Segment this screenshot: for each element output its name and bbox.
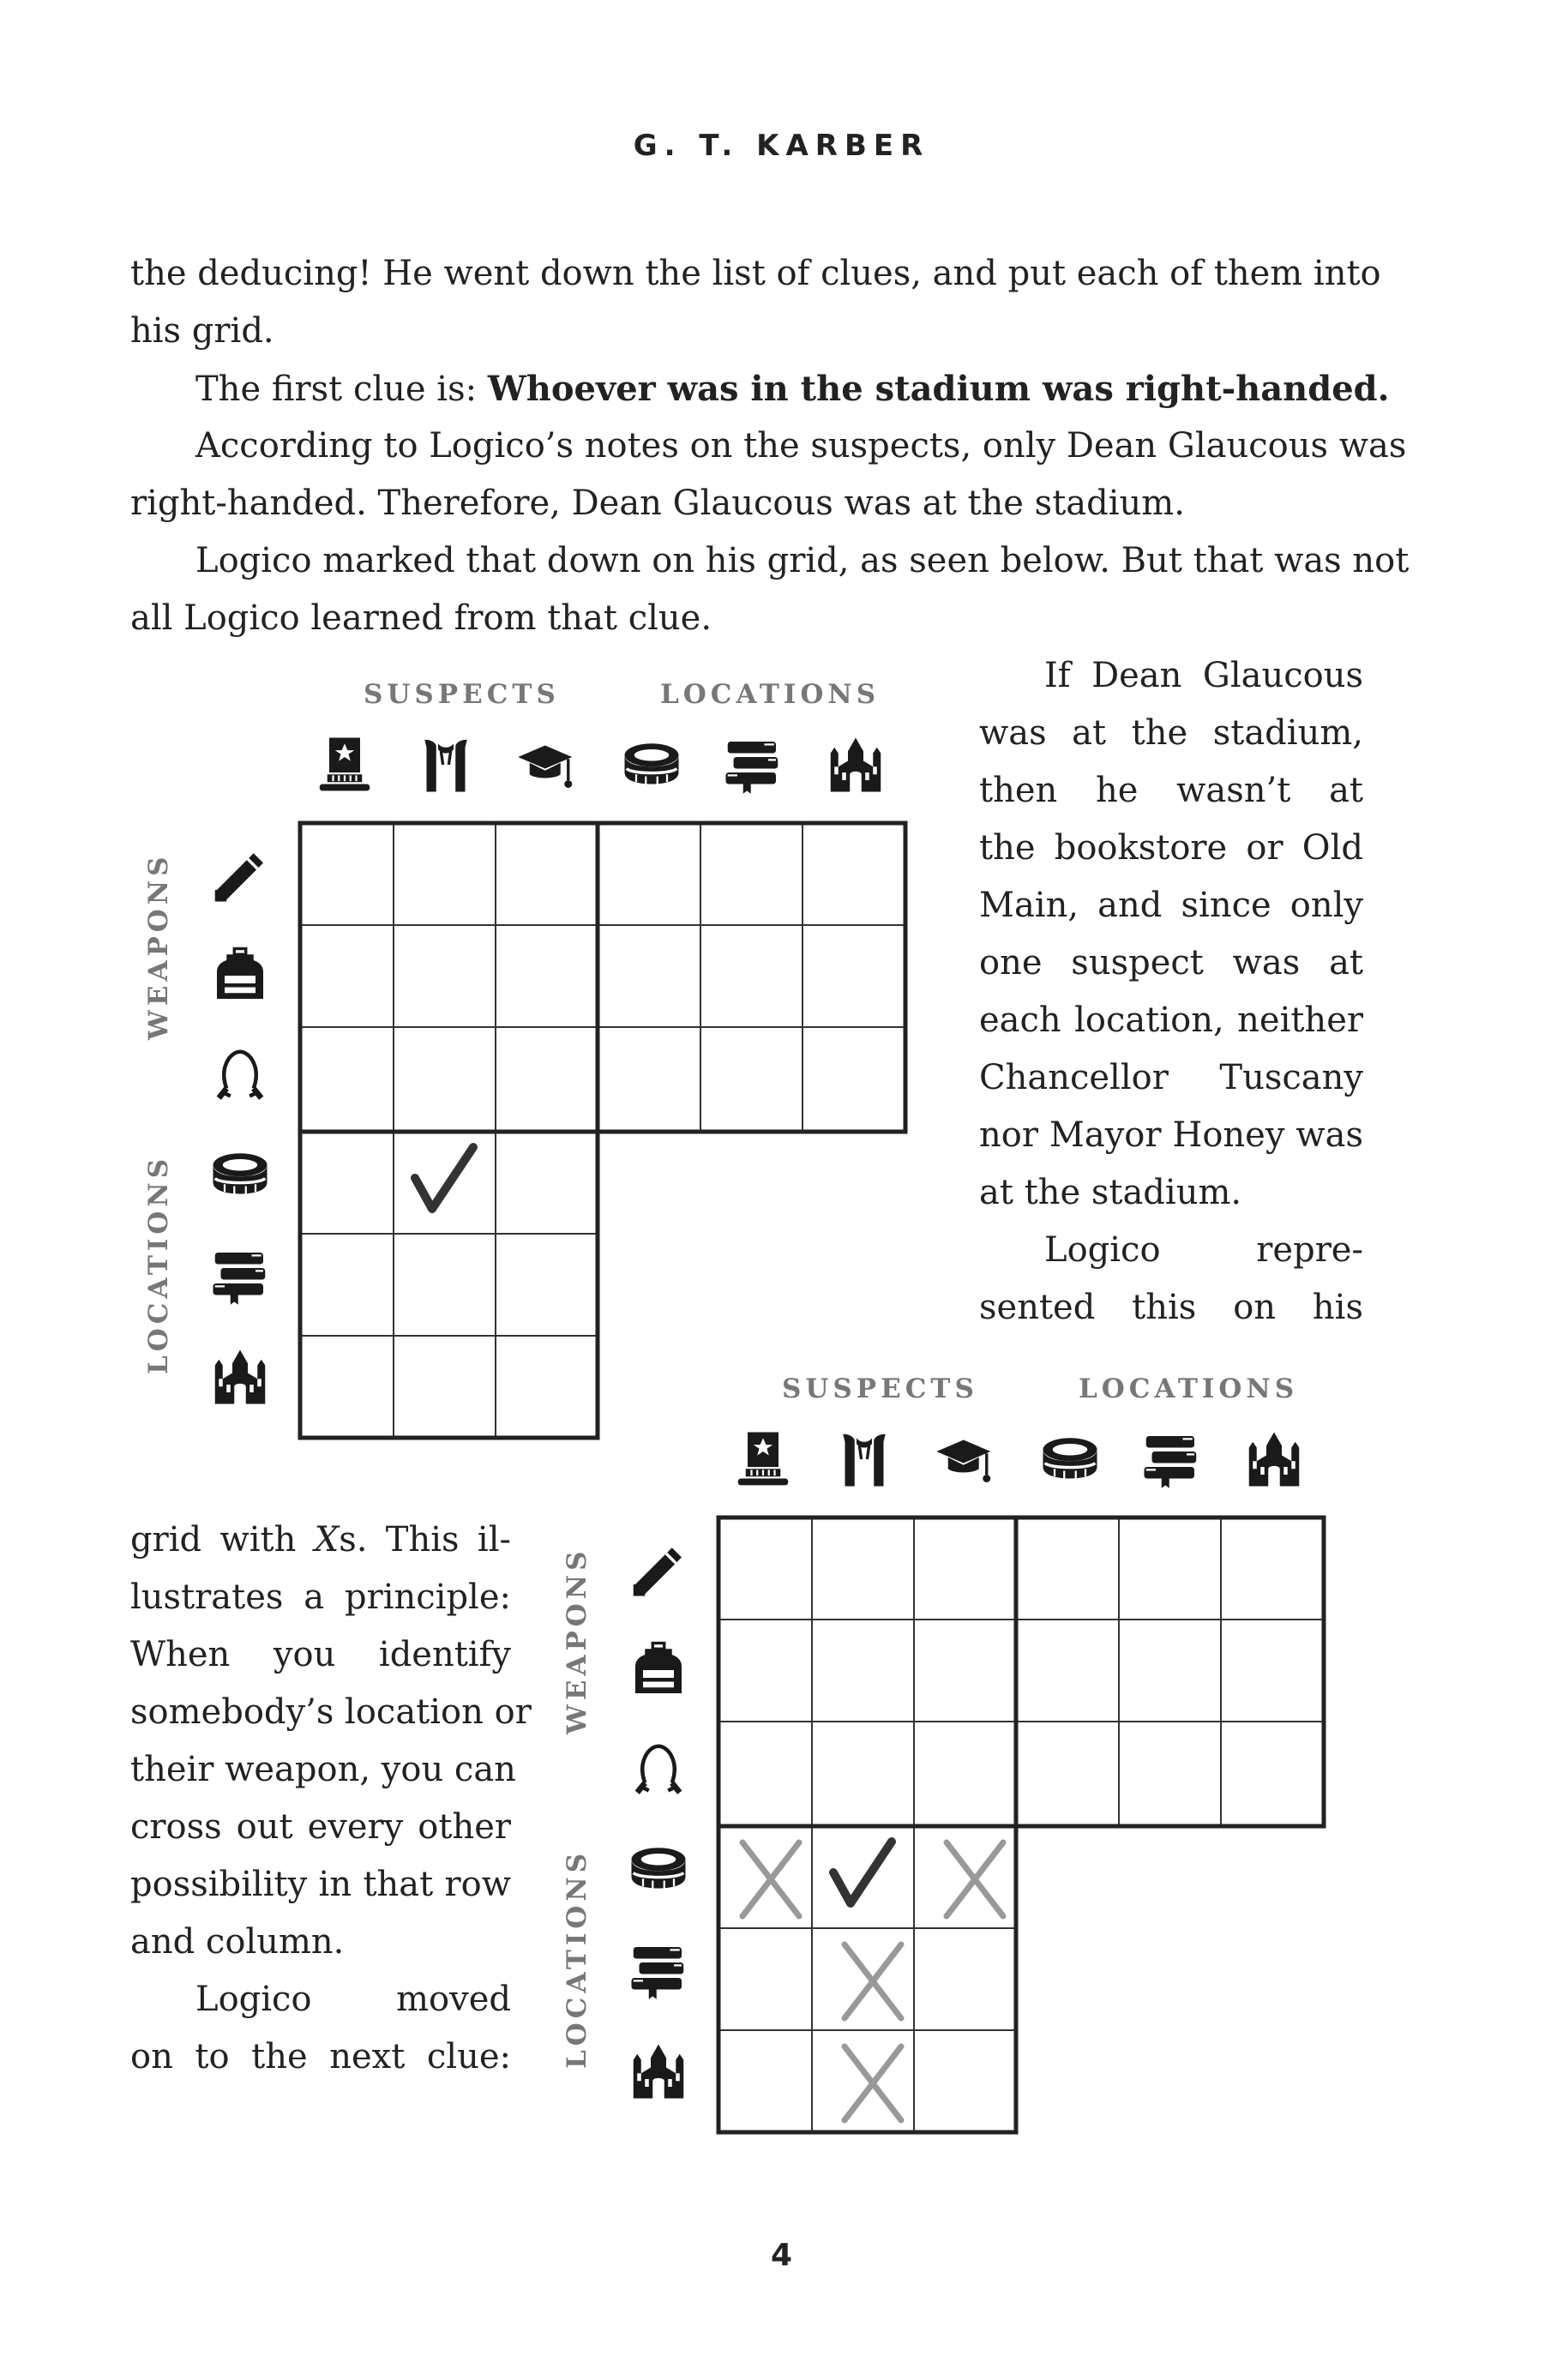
graduation-cap-icon — [516, 734, 578, 796]
grid2-checkmark — [821, 1835, 907, 1920]
column-line: When you identify — [130, 1635, 511, 1674]
running-header: G. T. KARBER — [633, 129, 930, 163]
grid2-x-mark — [838, 2041, 908, 2125]
paragraph-line: right-handed. Therefore, Dean Glaucous was at the stadium. — [130, 484, 1185, 523]
grid2-x-mark — [838, 1939, 908, 2023]
column-line: the bookstore or Old — [979, 828, 1363, 868]
grid2-x-mark — [736, 1837, 806, 1921]
grid1-locations-label: LOCATIONS — [660, 679, 881, 710]
old-main-icon — [1243, 1428, 1305, 1490]
backpack-icon — [209, 945, 271, 1007]
column-line: was at the stadium, — [979, 713, 1363, 753]
logic-grid-1 — [292, 814, 926, 1449]
paragraph-line: Logico marked that down on his grid, as seen below. But that was not — [195, 541, 1410, 580]
column-text: s. This il- — [339, 1520, 511, 1560]
grid1-weapons-label: WEAPONS — [143, 852, 174, 1040]
old-main-icon — [209, 1346, 271, 1408]
chancellor-robe-icon — [415, 734, 477, 796]
grid2-x-mark — [940, 1837, 1010, 1921]
stadium-icon — [1039, 1428, 1101, 1490]
grid1-locations-side-label: LOCATIONS — [143, 1154, 174, 1374]
column-line: their weapon, you can — [130, 1750, 516, 1789]
column-line: on to the next clue: — [130, 2037, 511, 2076]
paragraph-line: his grid. — [130, 311, 274, 351]
old-main-icon — [825, 734, 887, 796]
column-line — [130, 1512, 511, 1569]
grid2-weapons-label: WEAPONS — [562, 1547, 592, 1734]
clue-line — [195, 360, 1390, 418]
column-line: then he wasn’t at — [979, 771, 1363, 810]
backpack-icon — [628, 1639, 689, 1701]
stadium-icon — [628, 1838, 689, 1900]
grid2-locations-side-label: LOCATIONS — [562, 1848, 592, 2069]
column-line: one suspect was at — [979, 943, 1363, 983]
column-line: at the stadium. — [979, 1173, 1242, 1212]
logic-grid-2 — [710, 1509, 1344, 2143]
graduation-cap-icon — [935, 1428, 996, 1490]
column-line: each location, neither — [979, 1001, 1363, 1040]
clue-intro: The first clue is: — [195, 370, 488, 409]
chancellor-robe-icon — [833, 1428, 895, 1490]
column-line: nor Mayor Honey was — [979, 1115, 1363, 1155]
jump-rope-icon — [628, 1740, 689, 1802]
grid2-locations-label: LOCATIONS — [1079, 1373, 1299, 1404]
bookstore-icon — [1140, 1428, 1202, 1490]
column-line: Main, and since only — [979, 886, 1363, 925]
stadium-icon — [209, 1144, 271, 1205]
mayor-hat-icon — [314, 734, 376, 796]
bookstore-icon — [722, 734, 784, 796]
pencil-icon — [628, 1538, 689, 1600]
column-line: cross out every other — [130, 1807, 511, 1847]
x-letter: X — [314, 1520, 340, 1560]
column-line: Logico repre- — [1044, 1230, 1363, 1270]
column-line: Chancellor Tuscany — [979, 1058, 1363, 1097]
column-text: grid with — [130, 1520, 315, 1560]
column-line: If Dean Glaucous — [1044, 656, 1363, 695]
jump-rope-icon — [209, 1046, 271, 1108]
column-line: Logico moved — [195, 1980, 511, 2019]
old-main-icon — [628, 2040, 689, 2102]
paragraph-line: all Logico learned from that clue. — [130, 598, 712, 638]
bookstore-icon — [209, 1245, 271, 1307]
grid2-suspects-label: SUSPECTS — [782, 1373, 978, 1404]
bookstore-icon — [628, 1939, 689, 2001]
stadium-icon — [621, 734, 682, 796]
column-line: possibility in that row — [130, 1865, 511, 1904]
clue-text: Whoever was in the stadium was right-handed. — [487, 369, 1390, 409]
grid1-checkmark — [403, 1140, 489, 1226]
mayor-hat-icon — [732, 1428, 794, 1490]
pencil-icon — [209, 844, 271, 905]
column-line: and column. — [130, 1922, 345, 1962]
column-line: somebody’s location or — [130, 1692, 532, 1732]
column-line: sented this on his — [979, 1288, 1363, 1327]
paragraph-line: the deducing! He went down the list of clues, and put each of them into — [130, 254, 1381, 293]
page-number: 4 — [770, 2238, 793, 2273]
column-line: lustrates a principle: — [130, 1578, 511, 1617]
paragraph-line: According to Logico’s notes on the suspects, only Dean Glaucous was — [195, 426, 1407, 466]
grid1-suspects-label: SUSPECTS — [364, 679, 560, 710]
